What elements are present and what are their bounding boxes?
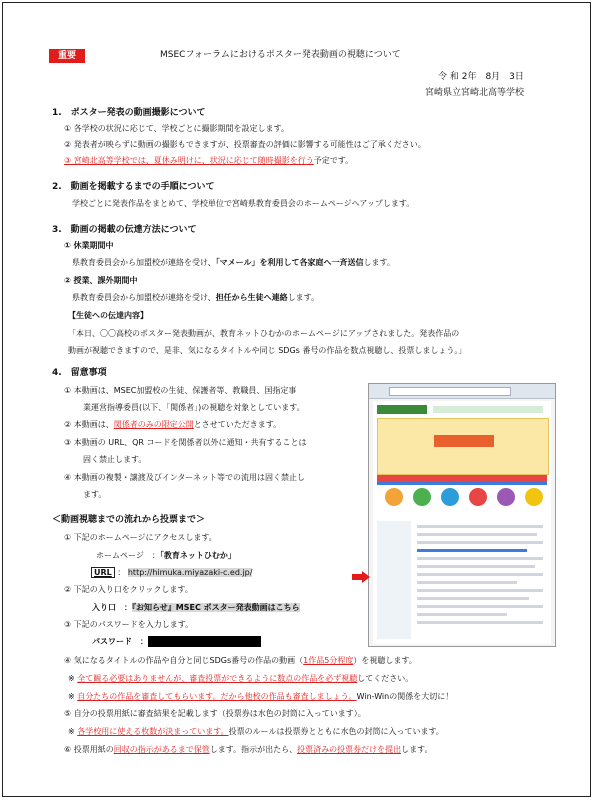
entry-label: 入り口 ： bbox=[92, 603, 132, 612]
note-3 bbox=[68, 727, 444, 737]
flow-step-1: ① 下記のホームページにアクセスします。 bbox=[64, 533, 217, 542]
s2-body: 学校ごとに発表作品をまとめて、学校単位で宮崎県教育委員会のホームページへアップします。 bbox=[72, 199, 415, 208]
note-2-highlight: 自分たちの作品を審査してもらいます。だから他校の作品も審査しましょう。 bbox=[77, 692, 357, 701]
s4-item-3a: ③ 本動画の URL、QR コードを関係者以外に通知・共有することは bbox=[64, 438, 307, 447]
note-2-post: Win-Winの関係を大切に！ bbox=[356, 692, 454, 701]
red-arrow-icon bbox=[352, 571, 370, 583]
s1-item-2: ② 発表者が映らずに動画の撮影もできますが、投票審査の評価に影響する可能性はご了承ください。 bbox=[64, 140, 426, 149]
homepage-label: ホームページ ： bbox=[96, 551, 160, 560]
site-sidebar bbox=[377, 521, 411, 639]
flow-step-6-pre: ⑥ 投票用紙の bbox=[64, 745, 114, 754]
site-icon-6 bbox=[525, 488, 543, 506]
entry-link[interactable]: 『お知らせ』MSEC ポスター発表動画はこちら bbox=[132, 603, 300, 612]
s3-b-heading: ② 授業、課外期間中 bbox=[64, 276, 138, 285]
website-page bbox=[373, 401, 551, 644]
banner-title bbox=[434, 435, 494, 447]
document-date: 令 和 2年 8月 3日 bbox=[438, 72, 524, 82]
flow-step-4-pre: ④ 気になるタイトルの作品や自分と同じSDGs番号の作品の動画（ bbox=[64, 656, 304, 665]
s3-c-line-1: 「本日、〇〇高校のポスター発表動画が、教育ネットひむかのホームページにアップされました。発表作品の bbox=[68, 329, 460, 338]
browser-toolbar bbox=[369, 384, 555, 399]
section-3-heading: 3. 動画の掲載の伝達方法について bbox=[52, 225, 197, 235]
note-2 bbox=[68, 692, 453, 702]
s3-a-pre: 県教育委員会から加盟校が連絡を受け、 bbox=[72, 258, 216, 267]
password-label: パスワード ： bbox=[92, 637, 148, 646]
site-header bbox=[433, 406, 543, 413]
homepage-line bbox=[96, 551, 236, 561]
note-3-mark: ※ bbox=[68, 727, 75, 736]
s1-item-1: ① 各学校の状況に応じて、学校ごとに撮影期間を設定します。 bbox=[64, 124, 289, 133]
s1-item-3-tail: 予定です。 bbox=[313, 156, 354, 165]
document-title: MSECフォーラムにおけるポスター発表動画の視聴について bbox=[160, 50, 401, 60]
s4-item-4a: ④ 本動画の複製・譲渡及びインターネット等での流用は固く禁止し bbox=[64, 473, 305, 482]
url-separator: ： bbox=[117, 568, 126, 577]
site-icon-3 bbox=[441, 488, 459, 506]
s4-item-1b: 業運営指導委員(以下、「関係者」)の視聴を対象としています。 bbox=[83, 403, 305, 412]
important-badge: 重要 bbox=[49, 49, 85, 63]
s4-item-2-highlight: 関係者のみの限定公開 bbox=[113, 420, 194, 429]
password-line bbox=[92, 636, 261, 647]
s3-a-heading: ① 休業期間中 bbox=[64, 241, 114, 250]
site-text-row bbox=[417, 541, 543, 544]
entry-line bbox=[92, 603, 300, 613]
note-2-mark: ※ bbox=[68, 692, 75, 701]
url-link[interactable]: http://himuka.miyazaki-c.ed.jp/ bbox=[127, 568, 253, 577]
flow-step-4 bbox=[64, 656, 417, 666]
url-line bbox=[91, 568, 252, 578]
section-1-heading: 1. ポスター発表の動画撮影について bbox=[52, 108, 206, 118]
site-icon-row bbox=[377, 485, 547, 513]
note-3-post: 投票のルールは投票券とともに水色の封筒に入っています。 bbox=[228, 727, 444, 736]
flow-step-5: ⑤ 自分の投票用紙に審査結果を記載します（投票券は水色の封筒に入っています）。 bbox=[64, 709, 366, 718]
s3-c-line-2: 動画が視聴できますので、是非、気になるタイトルや同じ SDGs 番号の作品を数点視聴し、投票しましょう。」 bbox=[68, 346, 467, 355]
section-2-heading: 2. 動画を掲載するまでの手順について bbox=[52, 182, 215, 192]
s4-item-1a: ① 本動画は、MSEC加盟校の生徒、保護者等、教職員、国指定事 bbox=[64, 386, 297, 395]
note-1 bbox=[68, 674, 413, 684]
website-screenshot bbox=[368, 383, 556, 647]
browser-address-bar bbox=[389, 387, 511, 396]
site-icon-4 bbox=[469, 488, 487, 506]
note-1-highlight: 全て観る必要はありませんが、審査投票ができるように数点の作品を必ず視聴 bbox=[77, 674, 358, 683]
site-text-row bbox=[417, 525, 543, 528]
flow-step-2: ② 下記の入り口をクリックします。 bbox=[64, 585, 193, 594]
s3-b-post: します。 bbox=[287, 293, 320, 302]
site-text-row bbox=[417, 581, 517, 584]
s3-b-bold: 担任から生徒へ連絡 bbox=[215, 293, 288, 302]
s1-item-3 bbox=[64, 156, 353, 166]
site-text-row bbox=[417, 589, 543, 592]
s4-item-3b: 固く禁止します。 bbox=[83, 455, 147, 464]
section-4-heading: 4. 留意事項 bbox=[52, 368, 107, 378]
s3-a-bold: 「マメール」を利用して各家庭へ一斉送信 bbox=[215, 258, 364, 267]
note-1-mark: ※ bbox=[68, 674, 75, 683]
s3-a-body bbox=[72, 258, 395, 268]
site-text-row bbox=[417, 605, 543, 608]
s3-a-post: します。 bbox=[363, 258, 395, 267]
s3-b-pre: 県教育委員会から加盟校が連絡を受け、 bbox=[72, 293, 216, 302]
flow-step-6-highlight-2: 投票済みの投票券だけを提出 bbox=[297, 745, 402, 754]
site-icon-2 bbox=[413, 488, 431, 506]
flow-heading: ＜動画視聴までの流れから投票まで＞ bbox=[52, 515, 206, 525]
site-link-row bbox=[417, 549, 527, 552]
note-3-highlight: 各学校用に使える枚数が決まっています。 bbox=[77, 727, 229, 736]
site-logo bbox=[377, 405, 427, 414]
site-text-row bbox=[417, 573, 543, 576]
flow-step-6-post: します。 bbox=[401, 745, 433, 754]
s3-c-heading: 【生徒への伝達内容】 bbox=[68, 311, 148, 320]
site-text-row bbox=[417, 597, 529, 600]
flow-step-3: ③ 下記のパスワードを入力します。 bbox=[64, 620, 194, 629]
s1-item-3-highlight: ③ 宮崎北高等学校では、夏休み明けに、状況に応じて随時撮影を行う bbox=[64, 156, 314, 165]
site-banner bbox=[377, 418, 549, 475]
site-text-row bbox=[417, 565, 535, 568]
site-text-row bbox=[417, 621, 543, 624]
flow-step-6-mid: します。指示が出たら、 bbox=[209, 745, 298, 754]
site-icon-1 bbox=[385, 488, 403, 506]
site-text-row bbox=[417, 557, 543, 560]
site-text-row bbox=[417, 533, 537, 536]
flow-step-6-highlight-1: 回収の指示があるまで保管 bbox=[113, 745, 210, 754]
flow-step-4-highlight: 1作品5分程度 bbox=[303, 656, 354, 665]
homepage-name: 「教育ネットひむか」 bbox=[159, 551, 236, 560]
flow-step-4-post: ）を視聴します。 bbox=[353, 656, 417, 665]
s4-item-2-pre: ② 本動画は、 bbox=[64, 420, 114, 429]
flow-step-6 bbox=[64, 745, 432, 755]
site-text-row bbox=[417, 613, 507, 616]
s4-item-2 bbox=[64, 420, 281, 430]
issuing-school: 宮崎県立宮崎北高等学校 bbox=[425, 88, 525, 98]
password-redaction bbox=[148, 636, 261, 647]
s4-item-2-post: とさせていただきます。 bbox=[193, 420, 282, 429]
site-icon-5 bbox=[497, 488, 515, 506]
note-1-post: してください。 bbox=[357, 674, 414, 683]
s4-item-4b: ます。 bbox=[83, 490, 107, 499]
s3-b-body bbox=[72, 293, 319, 303]
url-label: URL bbox=[91, 567, 115, 578]
